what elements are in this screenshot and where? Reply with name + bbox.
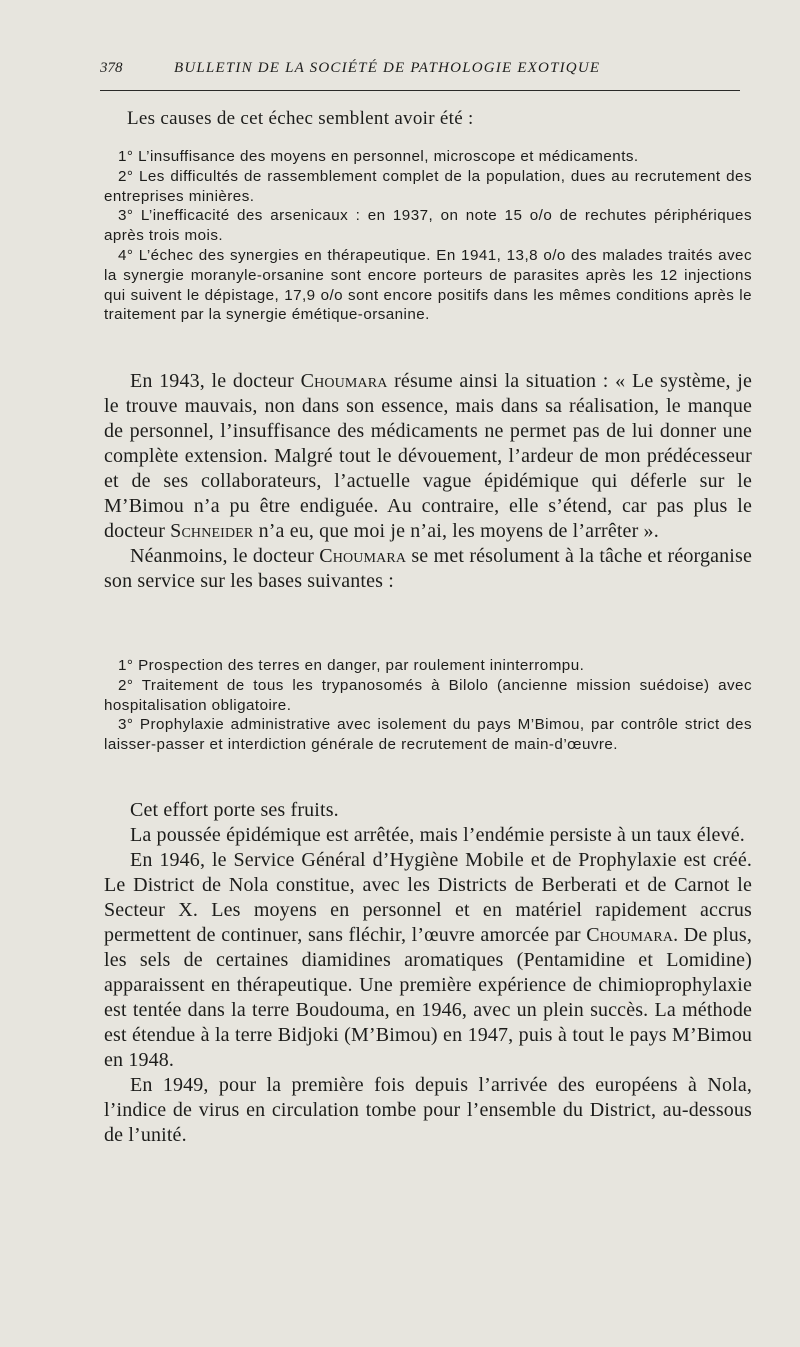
list-item: 2° Les difficultés de rassemblement complet de la population, dues au recrutement des entreprises minières. — [104, 167, 752, 205]
paragraph-1949: En 1949, pour la première fois depuis l’arrivée des européens à Nola, l’indice de virus en circulation tombe pour l’ensemble du District, au-dessous de l’unité. — [104, 1074, 752, 1146]
author-name: Choumara — [586, 924, 674, 946]
author-name: Choumara — [319, 545, 407, 567]
page-number: 378 — [100, 60, 123, 76]
list-item: 1° Prospection des terres en danger, par roulement ininterrompu. — [118, 657, 585, 674]
list-item: 4° L’échec des synergies en thérapeutique. En 1941, 13,8 o/o des malades traités avec la synergie moranyle-orsanine sont encore porteurs de parasites après les 12 injections qui suivent le dépistage, 17,9 o/o sont encore positifs dans les mêmes conditions après le traitement par la synergie émétique-orsanine. — [104, 246, 752, 324]
paragraph-effort: Cet effort porte ses fruits. — [130, 799, 339, 821]
paragraph-neanmoins: Néanmoins, le docteur Choumara se met résolument à la tâche et réorganise son service sur les bases suivantes : — [104, 545, 752, 592]
text-block-results — [104, 798, 752, 1148]
causes-list — [104, 147, 752, 325]
running-header — [100, 60, 740, 91]
running-title: BULLETIN DE LA SOCIÉTÉ DE PATHOLOGIE EXOTIQUE — [174, 60, 601, 76]
list-item: 3° Prophylaxie administrative avec isolement du pays M’Bimou, par contrôle strict des laisser-passer et interdiction générale de recrutement de main-d’œuvre. — [104, 716, 752, 754]
list-item: 2° Traitement de tous les trypanosomés à Bilolo (ancienne mission suédoise) avec hospitalisation obligatoire. — [104, 676, 752, 714]
causes-intro: Les causes de cet échec semblent avoir été : — [127, 108, 474, 129]
text-block-1943 — [104, 369, 752, 594]
list-item: 1° L’insuffisance des moyens en personnel, microscope et médicaments. — [118, 148, 639, 165]
paragraph-poussee: La poussée épidémique est arrêtée, mais l’endémie persiste à un taux élevé. — [130, 824, 745, 846]
paragraph-1943: En 1943, le docteur Choumara résume ainsi la situation : « Le système, je le trouve mauvais, non dans son essence, mais dans sa réalisation, le manque de personnel, l’insuffisance des médicaments ne permet pas de lui donner une complète extension. Malgré tout le dévouement, l’ardeur de mon prédécesseur et de ses collaborateurs, l’actuelle vague épidémique qui déferle sur le M’Bimou n’a pu être endiguée. Au contraire, elle s’étend, car pas plus le docteur Schneider n’a eu, que moi je n’ai, les moyens de l’arrêter ». — [104, 370, 752, 542]
author-name: Schneider — [170, 520, 254, 542]
paragraph-1946: En 1946, le Service Général d’Hygiène Mobile et de Prophylaxie est créé. Le District de Nola constitue, avec les Districts de Berberati et de Carnot le Secteur X. Les moyens en personnel et en matériel rapidement accrus permettent de continuer, sans fléchir, l’œuvre amorcée par Choumara. De plus, les sels de certaines diamidines aromatiques (Pentamidine et Lomidine) apparaissent en thérapeutique. Une première expérience de chimioprophylaxie est tentée dans la terre Boudouma, en 1946, avec un plein succès. La méthode est étendue à la terre Bidjoki (M’Bimou) en 1947, puis à tout le pays M’Bimou en 1948. — [104, 849, 752, 1071]
author-name: Choumara — [300, 370, 388, 392]
list-item: 3° L’inefficacité des arsenicaux : en 1937, on note 15 o/o de rechutes périphériques après trois mois. — [104, 207, 752, 245]
measures-list — [104, 656, 752, 755]
